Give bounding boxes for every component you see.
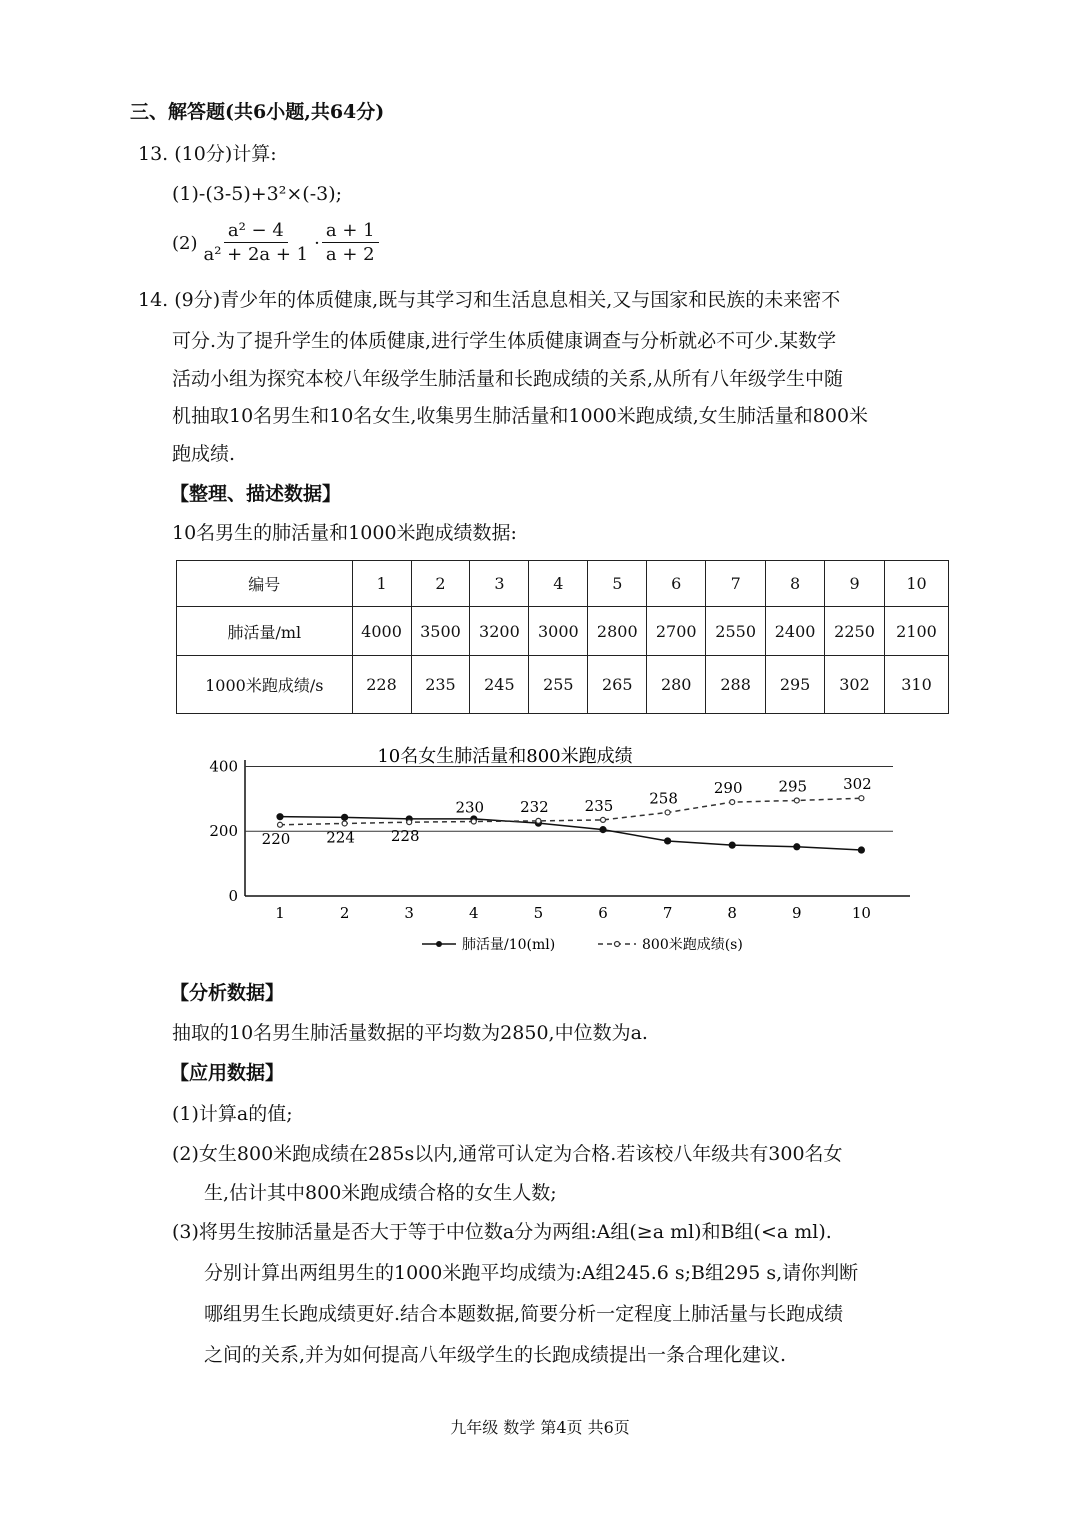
chart-title: 10名女生肺活量和800米跑成绩 (377, 746, 633, 767)
series-1-point (729, 842, 735, 848)
legend-label: 800米跑成绩(s) (642, 937, 743, 953)
multiply-dot: · (314, 233, 320, 254)
table-header-cell: 8 (766, 561, 825, 607)
data-label: 220 (261, 829, 291, 848)
data-label: 290 (713, 779, 743, 798)
q13-part2 (172, 220, 381, 267)
table-cell: 235 (411, 656, 470, 714)
table-cell: 302 (825, 656, 885, 714)
fraction-2-numerator: a + 1 (322, 220, 379, 243)
table-header-row (177, 561, 949, 607)
series-2-point (471, 819, 476, 824)
table-row-lung-capacity (177, 607, 949, 656)
table-cell: 288 (706, 656, 766, 714)
table-cell: 2550 (706, 607, 766, 656)
series-2-point (278, 822, 283, 827)
apply-line-5: 分别计算出两组男生的1000米跑平均成绩为:A组245.6 s;B组295 s,请你判断 (204, 1262, 859, 1284)
fraction-1-numerator: a² − 4 (224, 220, 288, 243)
series-2-point (342, 821, 347, 826)
q14-line-2: 可分.为了提升学生的体质健康,进行学生体质健康调查与分析就必不可少.某数学 (172, 330, 837, 352)
y-tick-label: 400 (209, 757, 238, 776)
apply-line-3: 生,估计其中800米跑成绩合格的女生人数; (204, 1182, 557, 1204)
series-1-point (858, 847, 864, 853)
series-2-point (859, 796, 864, 801)
data-label: 230 (455, 798, 485, 817)
q14-line-1: 14. (9分)青少年的体质健康,既与其学习和生活息息相关,又与国家和民族的未来密不 (138, 289, 841, 311)
x-tick-label: 10 (851, 904, 871, 922)
table-cell: 2100 (885, 607, 949, 656)
q14-line-4: 机抽取10名男生和10名女生,收集男生肺活量和1000米跑成绩,女生肺活量和800米 (172, 405, 869, 427)
table-header-cell: 9 (825, 561, 885, 607)
series-1-point (277, 814, 283, 820)
table-header-cell: 编号 (177, 561, 353, 607)
series-2-point (665, 810, 670, 815)
x-tick-label: 3 (404, 904, 414, 922)
x-tick-label: 9 (792, 904, 802, 922)
q13-heading: 13. (10分)计算: (138, 143, 277, 165)
table-header-cell: 3 (470, 561, 529, 607)
fraction-2-denominator: a + 2 (325, 244, 375, 265)
table-header-cell: 10 (885, 561, 949, 607)
table-header-cell: 1 (352, 561, 411, 607)
x-tick-label: 5 (533, 904, 544, 922)
table-header-cell: 7 (706, 561, 766, 607)
q14-line-3: 活动小组为探究本校八年级学生肺活量和长跑成绩的关系,从所有八年级学生中随 (172, 368, 844, 390)
table-cell: 4000 (352, 607, 411, 656)
apply-line-2: (2)女生800米跑成绩在285s以内,通常可认定为合格.若该校八年级共有300名女 (172, 1143, 843, 1165)
analyze-title: 【分析数据】 (170, 982, 285, 1004)
x-tick-label: 4 (469, 904, 479, 922)
fraction-1 (200, 220, 313, 267)
table-cell: 3000 (529, 607, 588, 656)
table-cell: 228 (352, 656, 411, 714)
data-label: 295 (778, 777, 808, 796)
apply-line-7: 之间的关系,并为如何提高八年级学生的长跑成绩提出一条合理化建议. (204, 1344, 787, 1366)
organize-title: 【整理、描述数据】 (170, 483, 342, 505)
series-line-1 (280, 817, 861, 850)
table-cell: 1000米跑成绩/s (177, 656, 353, 714)
table-cell: 3500 (411, 607, 470, 656)
legend-marker-dashed (615, 942, 620, 947)
table-header-cell: 4 (529, 561, 588, 607)
series-2-point (601, 817, 606, 822)
q14-line-5: 跑成绩. (172, 443, 236, 465)
q13-part2-label: (2) (172, 233, 198, 254)
x-tick-label: 2 (339, 904, 350, 922)
y-tick-label: 200 (209, 822, 238, 841)
series-1-point (665, 838, 671, 844)
table-cell: 3200 (470, 607, 529, 656)
table-cell: 280 (647, 656, 706, 714)
series-2-point (536, 818, 541, 823)
legend-label: 肺活量/10(ml) (462, 937, 556, 953)
x-tick-label: 6 (598, 904, 608, 922)
table-cell: 2400 (766, 607, 825, 656)
boys-data-table (176, 560, 949, 714)
x-tick-label: 8 (727, 904, 737, 922)
series-line-2 (280, 798, 861, 825)
table-cell: 295 (766, 656, 825, 714)
x-tick-label: 7 (662, 904, 673, 922)
data-label: 302 (843, 775, 872, 794)
y-tick-label: 0 (228, 887, 238, 905)
data-label: 232 (520, 797, 549, 816)
analyze-text: 抽取的10名男生肺活量数据的平均数为2850,中位数为a. (172, 1022, 648, 1044)
table-cell: 2800 (588, 607, 647, 656)
data-label: 258 (649, 789, 678, 808)
table-cell: 245 (470, 656, 529, 714)
table-header-cell: 2 (411, 561, 470, 607)
apply-line-6: 哪组男生长跑成绩更好.结合本题数据,简要分析一定程度上肺活量与长跑成绩 (204, 1303, 844, 1325)
apply-title: 【应用数据】 (170, 1062, 285, 1084)
table-header-cell: 6 (647, 561, 706, 607)
series-1-point (342, 814, 348, 820)
series-2-point (407, 820, 412, 825)
page-footer: 九年级 数学 第4页 共6页 (450, 1418, 630, 1437)
apply-line-1: (1)计算a的值; (172, 1103, 293, 1125)
table-cell: 2250 (825, 607, 885, 656)
data-label: 228 (390, 827, 420, 846)
section-title: 三、解答题(共6小题,共64分) (130, 101, 385, 123)
table-row-1000m-time (177, 656, 949, 714)
fraction-2 (322, 220, 379, 267)
table-cell: 255 (529, 656, 588, 714)
fraction-1-denominator: a² + 2a + 1 (203, 244, 309, 265)
girls-line-chart (200, 735, 920, 960)
data-label: 235 (584, 796, 614, 815)
series-1-point (600, 827, 606, 833)
series-2-point (794, 798, 799, 803)
table-cell: 265 (588, 656, 647, 714)
table-caption: 10名男生的肺活量和1000米跑成绩数据: (172, 522, 517, 544)
table-cell: 2700 (647, 607, 706, 656)
data-label: 224 (326, 828, 355, 847)
legend-marker-solid (436, 941, 442, 947)
table-cell: 肺活量/ml (177, 607, 353, 656)
series-1-point (794, 844, 800, 850)
series-2-point (730, 800, 735, 805)
x-tick-label: 1 (275, 904, 285, 922)
apply-line-4: (3)将男生按肺活量是否大于等于中位数a分为两组:A组(≥a ml)和B组(<a ml). (172, 1221, 832, 1243)
table-header-cell: 5 (588, 561, 647, 607)
q13-part1: (1)-(3-5)+3²×(-3); (172, 183, 343, 205)
table-cell: 310 (885, 656, 949, 714)
